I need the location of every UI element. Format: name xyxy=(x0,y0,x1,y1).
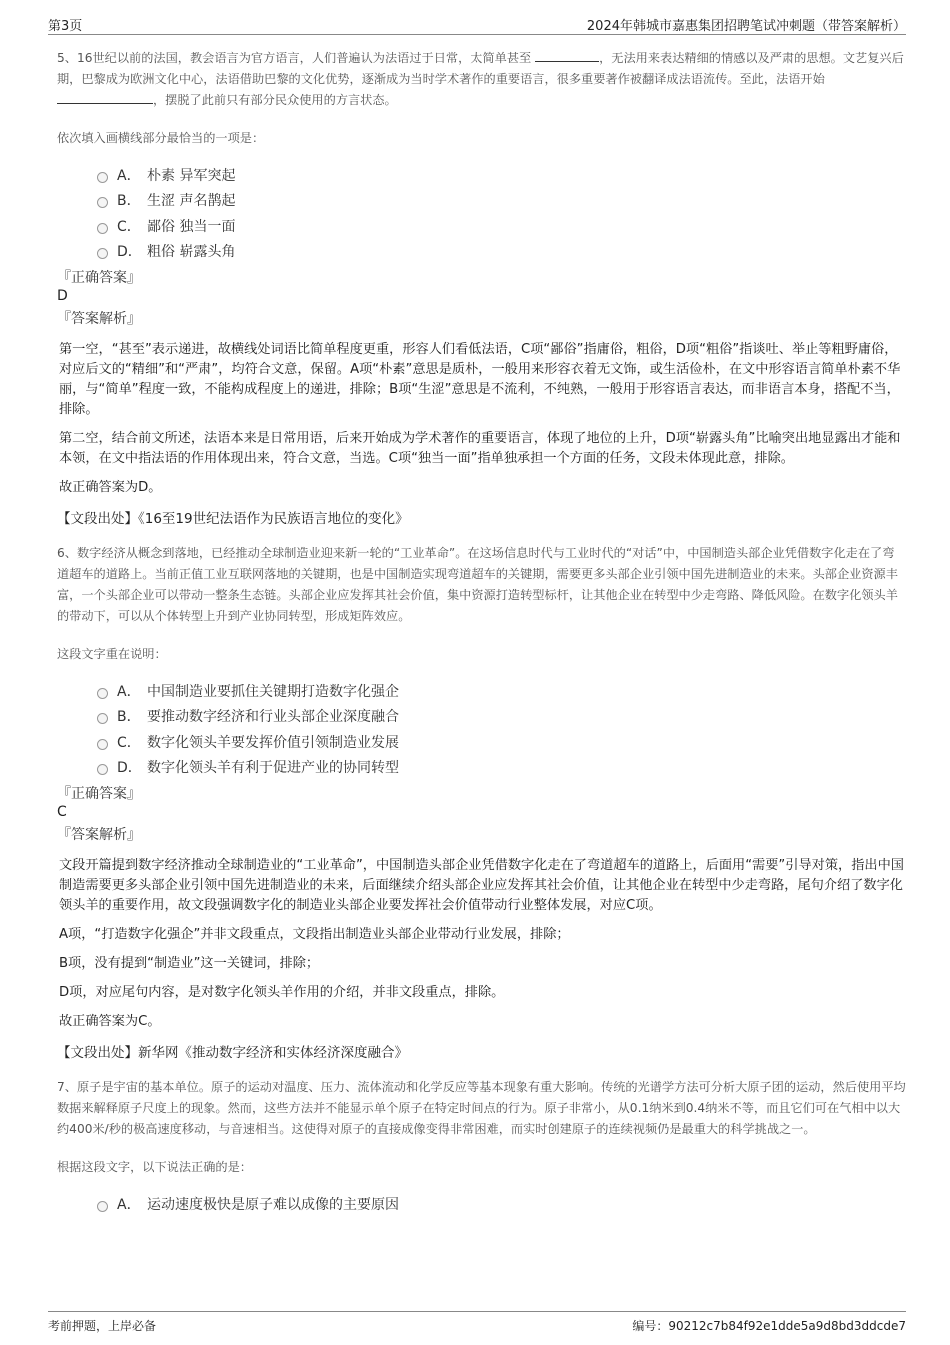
question-6 xyxy=(57,543,906,1061)
analysis-body xyxy=(59,340,906,498)
option-d[interactable]: D． 粗俗 崭露头角 xyxy=(97,239,906,265)
radio-icon[interactable] xyxy=(97,1201,108,1212)
analysis-paragraph: 第一空，“甚至”表示递进，故横线处词语比简单程度更重，形容人们看低法语，C项“鄙俗”指庸俗，粗俗，D项“粗俗”指谈吐、举止等粗野庸俗，对应后文的“精细”和“严肃”，均符合文意，保留。A项“朴素”意思是质朴，一般用来形容衣着无文饰，或生活俭朴，在文中形容语言简单朴素不华丽，与“简单”程度一致，不能构成程度上的递进，排除；B项“生涩”意思是不流利，不纯熟，一般用于形容语言表达，而非语言本身，搭配不当，排除。 xyxy=(59,342,901,417)
page-number: 第3页 xyxy=(48,19,83,34)
analysis-paragraph: B项，没有提到“制造业”这一关键词，排除； xyxy=(59,956,320,971)
radio-icon[interactable] xyxy=(97,223,108,234)
option-b[interactable]: B． 要推动数字经济和行业头部企业深度融合 xyxy=(97,704,906,730)
blank-2 xyxy=(57,91,153,104)
question-prompt: 根据这段文字，以下说法正确的是： xyxy=(57,1160,252,1174)
analysis-label: 『答案解析』 xyxy=(57,827,141,843)
answer-value: C xyxy=(57,804,67,820)
option-c[interactable]: C． 数字化领头羊要发挥价值引领制造业发展 xyxy=(97,729,906,755)
radio-icon[interactable] xyxy=(97,197,108,208)
option-a[interactable]: A． 运动速度极快是原子难以成像的主要原因 xyxy=(97,1191,906,1217)
analysis-paragraph: D项，对应尾句内容，是对数字化领头羊作用的介绍，并非文段重点，排除。 xyxy=(59,985,505,1000)
answer-label: 『正确答案』 xyxy=(57,270,141,286)
source-citation: 【文段出处】新华网《推动数字经济和实体经济深度融合》 xyxy=(57,1045,408,1061)
analysis-paragraph: A项，“打造数字化强企”并非文段重点，文段指出制造业头部企业带动行业发展，排除； xyxy=(59,927,570,942)
footer-code: 编号：90212c7b84f92e1dde5a9d8bd3ddcde7 xyxy=(632,1319,906,1333)
radio-icon[interactable] xyxy=(97,739,108,750)
radio-icon[interactable] xyxy=(97,688,108,699)
option-b[interactable]: B． 生涩 声名鹊起 xyxy=(97,188,906,214)
options-list xyxy=(97,162,906,264)
analysis-paragraph: 故正确答案为D。 xyxy=(59,480,162,495)
question-stem: 6、数字经济从概念到落地，已经推动全球制造业迎来新一轮的“工业革命”。在这场信息时代与工业时代的“对话”中，中国制造头部企业凭借数字化走在了弯道超车的道路上。当前正值工业互联网落地的关键期，也是中国制造实现弯道超车的关键期，需要更多头部企业引领中国先进制造业的未来。头部企业资源丰富，一个头部企业可以带动一整条生态链。头部企业应发挥其社会价值，集中资源打造转型标杆，让其他企业在转型中少走弯路、降低风险。在数字化领头羊的带动下，可以从个体转型上升到产业协同转型，形成矩阵效应。 xyxy=(57,546,898,623)
blank-1 xyxy=(535,49,599,62)
options-list xyxy=(97,1191,906,1217)
analysis-body xyxy=(59,856,906,1032)
question-stem: 7、原子是宇宙的基本单位。原子的运动对温度、压力、流体流动和化学反应等基本现象有重大影响。传统的光谱学方法可分析大原子团的运动，然后使用平均数据来解释原子尺度上的现象。然而，这些方法并不能显示单个原子在特定时间点的行为。原子非常小，从0.1纳米到0.4纳米不等，而且它们可在气相中以大约400米/秒的极高速度移动，与音速相当。这使得对原子的直接成像变得非常困难，而实时创建原子的连续视频仍是最重大的科学挑战之一。 xyxy=(57,1080,906,1136)
page-header xyxy=(48,10,906,35)
option-a[interactable]: A． 朴素 异军突起 xyxy=(97,162,906,188)
options-list xyxy=(97,678,906,780)
analysis-label: 『答案解析』 xyxy=(57,311,141,327)
page-footer xyxy=(48,1311,906,1336)
document-title: 2024年韩城市嘉惠集团招聘笔试冲刺题（带答案解析） xyxy=(586,19,906,34)
question-7 xyxy=(57,1077,906,1217)
radio-icon[interactable] xyxy=(97,172,108,183)
option-c[interactable]: C． 鄙俗 独当一面 xyxy=(97,213,906,239)
option-a[interactable]: A． 中国制造业要抓住关键期打造数字化强企 xyxy=(97,678,906,704)
analysis-paragraph: 故正确答案为C。 xyxy=(59,1014,161,1029)
analysis-paragraph: 文段开篇提到数字经济推动全球制造业的“工业革命”，中国制造头部企业凭借数字化走在了弯道超车的道路上，后面用“需要”引导对策，指出中国制造需要更多头部企业引领中国先进制造业的未来，后面继续介绍头部企业应发挥其社会价值，让其他企业在转型中少走弯路，尾句介绍了数字化领头羊的重要作用，故文段强调数字化的制造业头部企业要发挥社会价值带动行业整体发展，对应C项。 xyxy=(59,858,904,913)
question-prompt: 这段文字重在说明： xyxy=(57,647,167,661)
answer-label: 『正确答案』 xyxy=(57,786,141,802)
option-d[interactable]: D． 数字化领头羊有利于促进产业的协同转型 xyxy=(97,755,906,781)
radio-icon[interactable] xyxy=(97,713,108,724)
page-content xyxy=(57,48,906,1217)
source-citation: 【文段出处】《16至19世纪法语作为民族语言地位的变化》 xyxy=(57,511,409,527)
question-prompt: 依次填入画横线部分最恰当的一项是： xyxy=(57,131,265,145)
question-5 xyxy=(57,48,906,527)
question-stem: 5、16世纪以前的法国，教会语言为官方语言，人们普遍认为法语过于日常，太简单甚至 ，无法用来表达精细的情感以及严肃的思想。文艺复兴后期，巴黎成为欧洲文化中心，法语借助巴黎的文化优势，逐渐成为当时学术著作的重要语言，很多重要著作被翻译成法语流传。至此，法语开始 ，摆脱了此前只有部分民众使用的方言状态。 xyxy=(57,51,904,107)
answer-value: D xyxy=(57,288,68,304)
radio-icon[interactable] xyxy=(97,248,108,259)
radio-icon[interactable] xyxy=(97,764,108,775)
analysis-paragraph: 第二空，结合前文所述，法语本来是日常用语，后来开始成为学术著作的重要语言，体现了地位的上升，D项“崭露头角”比喻突出地显露出才能和本领，在文中指法语的作用体现出来，符合文意，当选。C项“独当一面”指单独承担一个方面的任务，文段未体现此意，排除。 xyxy=(59,431,901,466)
footer-slogan: 考前押题，上岸必备 xyxy=(48,1319,157,1333)
